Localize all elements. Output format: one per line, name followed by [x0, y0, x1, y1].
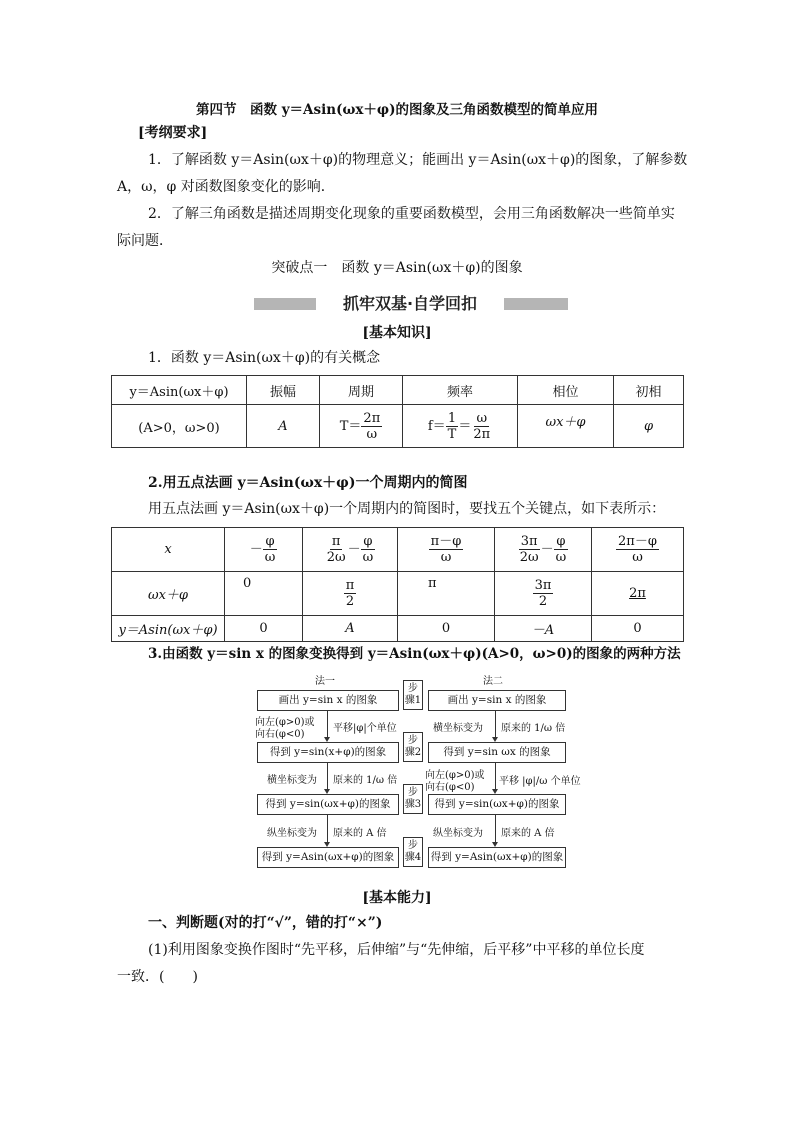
right-label-2b: 向右(φ<0): [425, 782, 475, 793]
left-label-1c: 平移|φ|个单位: [333, 723, 397, 734]
header-function: y＝Asin(ωx＋φ): [112, 376, 247, 405]
left-label-1b: 向右(φ<0): [255, 729, 305, 740]
x4-den1: 2ω: [519, 550, 539, 565]
requirements-heading: [考纲要求]: [138, 125, 208, 141]
phase-cell-1: 0: [225, 572, 303, 616]
left-box-1: 画出 y=sin x 的图象: [257, 690, 399, 711]
x-label: x: [164, 542, 172, 557]
x5-fraction: [616, 534, 659, 565]
row-label-phase: [112, 572, 225, 616]
method2-label: 法二: [483, 676, 503, 687]
header-amplitude: 振幅: [247, 376, 320, 405]
left-arrow-2: [324, 789, 330, 794]
x2-minus: －: [347, 542, 361, 557]
y4-value: －A: [531, 623, 555, 638]
x3-num: π－φ: [430, 534, 462, 549]
banner-bar-right: [504, 298, 568, 310]
right-line-1: [495, 711, 496, 737]
transform-heading: 3.由函数 y＝sin x 的图象变换得到 y＝Asin(ωx＋φ)(A>0，ω>0)的图象的两种方法: [148, 646, 681, 662]
phase4-den: 2: [538, 594, 548, 609]
y-cell-1: 0: [225, 616, 303, 642]
x1-num: φ: [265, 534, 275, 549]
basic-ability-heading: [基本能力]: [362, 890, 432, 906]
x1-fraction: [263, 534, 278, 565]
phase2-num: π: [345, 578, 355, 593]
step-1: 步骤1: [403, 680, 423, 710]
right-label-1b: 原来的 1/ω 倍: [501, 723, 566, 734]
phase-cell-4: [495, 572, 592, 616]
header-initial-phase: 初相: [614, 376, 684, 405]
left-label-3b: 原来的 A 倍: [333, 828, 387, 839]
right-line-2: [495, 763, 496, 789]
frequency-numerator-2: ω: [476, 410, 488, 426]
step-2: 步骤2: [403, 732, 423, 762]
phase2-den: 2: [345, 594, 355, 609]
period-cell: [320, 405, 403, 448]
requirement-2-line1: 2．了解三角函数是描述周期变化现象的重要函数模型，会用三角函数解决一些简单实: [148, 206, 675, 222]
method1-label: 法一: [315, 676, 335, 687]
left-box-4: 得到 y=Asin(ωx+φ)的图象: [257, 847, 399, 868]
requirement-1-line1: 1．了解函数 y＝Asin(ωx＋φ)的物理意义；能画出 y＝Asin(ωx＋φ)的图象，了解参数: [148, 152, 688, 168]
phase2-fraction: [344, 578, 357, 609]
header-period: 周期: [320, 376, 403, 405]
amplitude-value: A: [278, 418, 288, 434]
phase-cell-5: [592, 572, 684, 616]
header-phase: 相位: [518, 376, 614, 405]
section-title: 突破点一 函数 y＝Asin(ωx＋φ)的图象: [271, 260, 523, 276]
concept-heading: 1．函数 y＝Asin(ωx＋φ)的有关概念: [148, 350, 381, 366]
initial-phase-cell: [614, 405, 684, 448]
y2-value: A: [345, 621, 355, 636]
phase5-value: 2π: [629, 586, 646, 601]
right-line-3: [495, 815, 496, 842]
left-line-3: [327, 815, 328, 842]
x2-fraction-b: [361, 534, 376, 565]
row-label-y: [112, 616, 225, 642]
x3-den: ω: [440, 550, 452, 565]
banner-bar-left: [254, 298, 316, 310]
concept-table: [111, 375, 684, 448]
x4-den2: ω: [555, 550, 567, 565]
y-cell-4: [495, 616, 592, 642]
x5-den: ω: [632, 550, 643, 565]
x2-den2: ω: [362, 550, 374, 565]
phase-value: ωx＋φ: [545, 415, 586, 430]
x4-num1: 3π: [520, 534, 538, 549]
row-label-x: [112, 528, 225, 572]
right-box-3: 得到 y=sin(ωx+φ)的图象: [428, 794, 566, 815]
frequency-cell: [403, 405, 518, 448]
x2-num2: φ: [363, 534, 373, 549]
x4-minus: －: [540, 542, 554, 557]
frequency-fraction-2: [471, 411, 492, 442]
banner-text: 抓牢双基·自学回扣: [342, 294, 478, 313]
phase4-num: 3π: [534, 578, 552, 593]
basic-knowledge-heading: [基本知识]: [362, 325, 432, 341]
right-box-1: 画出 y=sin x 的图象: [428, 690, 566, 711]
phase-cell-2: [303, 572, 398, 616]
amplitude-cell: [247, 405, 320, 448]
x-cell-2: [303, 528, 398, 572]
y-cell-2: [303, 616, 398, 642]
left-label-1a: 向左(φ>0)或: [255, 717, 315, 728]
frequency-numerator-1: 1: [447, 410, 457, 426]
period-numerator: 2π: [363, 410, 381, 426]
right-arrow-3: [492, 842, 498, 847]
x2-den1: 2ω: [326, 550, 346, 565]
x5-num: 2π－φ: [618, 534, 657, 549]
left-label-2b: 原来的 1/ω 倍: [333, 775, 398, 786]
right-box-2: 得到 y=sin ωx 的图象: [428, 742, 566, 763]
phase-cell: [518, 405, 614, 448]
x3-fraction: [429, 534, 464, 565]
x1-sign: －: [249, 542, 263, 557]
question-1-line1: (1)利用图象变换作图时“先平移，后伸缩”与“先伸缩，后平移”中平移的单位长度: [148, 942, 645, 958]
requirement-2-line2: 际问题．: [117, 233, 173, 249]
left-box-3: 得到 y=sin(ωx+φ)的图象: [257, 794, 399, 815]
right-arrow-2: [492, 789, 498, 794]
requirement-1-line2: A，ω，φ 对函数图象变化的影响．: [117, 179, 335, 195]
step-4: 步骤4: [403, 837, 423, 867]
question-1-line2: 一致．( ): [117, 969, 198, 985]
period-denominator: ω: [366, 426, 378, 442]
header-frequency: 频率: [403, 376, 518, 405]
x4-fraction-b: [554, 534, 569, 565]
x-cell-4: [495, 528, 592, 572]
left-box-2: 得到 y=sin(x+φ)的图象: [257, 742, 399, 763]
phase-cell-3: π: [398, 572, 495, 616]
phase4-fraction: [533, 578, 554, 609]
x-cell-1: [225, 528, 303, 572]
frequency-fraction-1: [446, 411, 459, 442]
y-cell-5: 0: [592, 616, 684, 642]
phase-row-label: ωx＋φ: [147, 588, 189, 603]
right-label-2a: 向左(φ>0)或: [425, 770, 485, 781]
right-label-3b: 原来的 A 倍: [501, 828, 555, 839]
right-label-3a: 纵坐标变为: [433, 828, 483, 839]
initial-phase-value: φ: [643, 418, 654, 434]
condition-cell: (A>0，ω>0): [112, 405, 247, 448]
left-arrow-1: [324, 737, 330, 742]
x1-den: ω: [264, 550, 276, 565]
right-arrow-1: [492, 737, 498, 742]
frequency-denominator-2: 2π: [473, 426, 491, 442]
x2-fraction-a: [325, 534, 348, 565]
left-label-2a: 横坐标变为: [267, 775, 317, 786]
section-banner: [254, 291, 568, 315]
frequency-prefix: f＝: [427, 418, 446, 434]
right-label-1a: 横坐标变为: [433, 723, 483, 734]
frequency-equals: ＝: [458, 418, 472, 434]
five-point-description: 用五点法画 y＝Asin(ωx＋φ)一个周期内的简图时，要找五个关键点，如下表所示：: [148, 501, 666, 517]
x-cell-3: [398, 528, 495, 572]
x2-num1: π: [331, 534, 341, 549]
y-cell-3: 0: [398, 616, 495, 642]
x4-num2: φ: [556, 534, 566, 549]
x-cell-5: [592, 528, 684, 572]
left-line-2: [327, 763, 328, 789]
left-arrow-3: [324, 842, 330, 847]
right-label-2c: 平移 |φ|/ω 个单位: [499, 776, 581, 787]
five-point-table: [111, 527, 684, 642]
y-row-label: y＝Asin(ωx＋φ): [118, 623, 218, 638]
frequency-denominator-1: T: [447, 426, 457, 442]
transform-flowchart: [253, 672, 581, 877]
period-prefix: T＝: [339, 418, 362, 434]
right-box-4: 得到 y=Asin(ωx+φ)的图象: [428, 847, 566, 868]
period-fraction: [361, 411, 382, 442]
five-point-heading: 2.用五点法画 y＝Asin(ωx＋φ)一个周期内的简图: [148, 475, 468, 491]
x4-fraction-a: [518, 534, 541, 565]
page-title: 第四节 函数 y＝Asin(ωx＋φ)的图象及三角函数模型的简单应用: [196, 102, 598, 118]
left-label-3a: 纵坐标变为: [267, 828, 317, 839]
judge-heading: 一、判断题(对的打“√”，错的打“×”): [148, 915, 383, 931]
left-line-1: [327, 711, 328, 737]
step-3: 步骤3: [403, 784, 423, 814]
